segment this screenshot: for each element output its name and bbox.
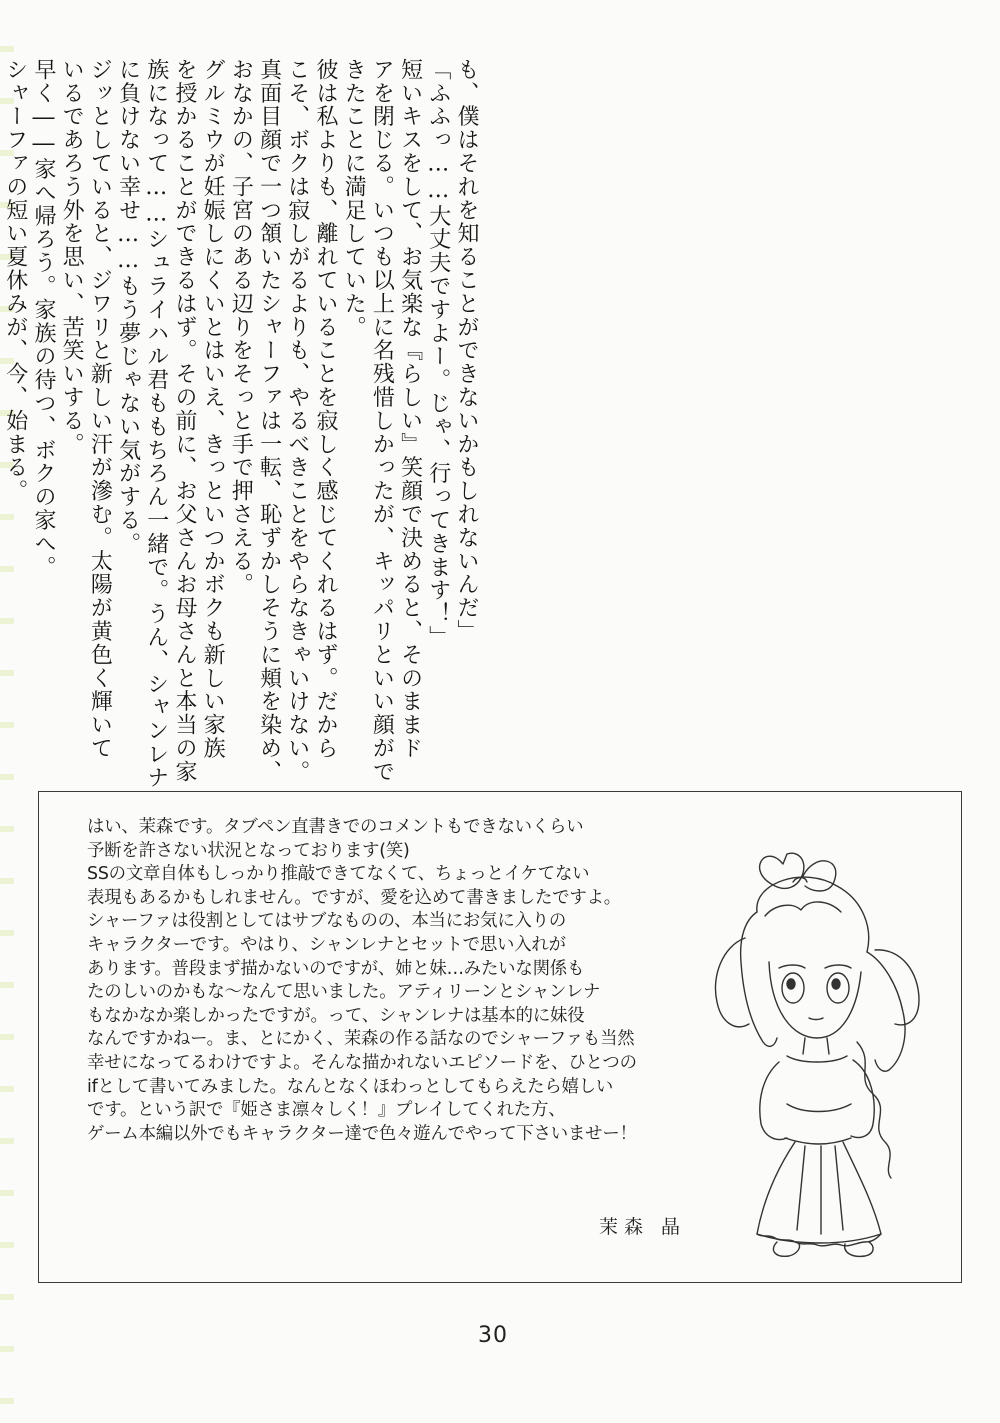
story-line: ジッとしていると、ジワリと新しい汗が滲む。太陽が黄色く輝いて — [87, 58, 113, 760]
story-line: 早く――家へ帰ろう。家族の待つ、ボクの家へ。 — [30, 58, 56, 579]
story-line: おなかの、子宮のある辺りをそっと手で押さえる。 — [228, 58, 254, 597]
story-line: に負けない幸せ……もう夢じゃない気がする。 — [115, 58, 141, 556]
comment-line: SSの文章自体もしっかり推敲できてなくて、ちょっとイケてない — [87, 864, 590, 885]
story-line: シャーファの短い夏休みが、今、始まる。 — [2, 58, 28, 503]
comment-line: なんですかねー。ま、とにかく、茉森の作る話なのでシャーファも当然 — [87, 1029, 635, 1050]
comment-line: ゲーム本編以外でもキャラクター達で色々遊んでやって下さいませー！ — [87, 1123, 637, 1144]
story-line: いるであろう外を思い、苦笑いする。 — [59, 58, 85, 456]
story-line: きたことに満足していた。 — [341, 58, 367, 339]
comment-line: ifとして書いてみました。なんとなくほわっとしてもらえたら嬉しい — [87, 1076, 614, 1097]
author-comment-text — [87, 816, 727, 1146]
story-line: グルミウが妊娠しにくいとはいえ、きっといつかボクも新しい家族 — [200, 58, 226, 760]
author-signature: 茉森 晶 — [599, 1216, 687, 1238]
comment-line: たのしいのかもな～なんて思いました。アティリーンとシャンレナ — [87, 982, 601, 1003]
comment-line: あります。普段まず描かないのですが、姉と妹…みたいな関係も — [87, 958, 585, 979]
story-line: 真面目顔で一つ頷いたシャーファは一転、恥ずかしそうに頬を染め、 — [256, 58, 282, 784]
comment-line: です。という訳で『姫さま凛々しく！』プレイしてくれた方、 — [87, 1100, 566, 1121]
author-comment-box — [38, 791, 962, 1283]
story-text-block — [1, 58, 480, 790]
chibi-character-sketch — [705, 842, 935, 1262]
comment-line: 表現もあるかもしれません。ですが、愛を込めて書きましたですよ。 — [87, 887, 621, 908]
comment-line: 予断を許さない状況となっております(笑) — [87, 840, 410, 861]
story-line: こそ、ボクは寂しがるよりも、やるべきことをやらなきゃいけない。 — [284, 58, 310, 784]
story-line: 族になって……シュライハル君ももちろん一緒で。うん、シャンレナ — [143, 58, 169, 790]
story-line: を授かることができるはず。その前に、お父さんお母さんと本当の家 — [171, 58, 197, 784]
comment-line: シャーファは役割としてはサブなものの、本当にお気に入りの — [87, 911, 567, 932]
story-line: 彼は私よりも、離れていることを寂しく感じてくれるはず。だから — [312, 58, 338, 760]
comment-line: もなかなか楽しかったですが。って、シャンレナは基本的に妹役 — [87, 1005, 585, 1026]
story-line: アを閉じる。いつも以上に名残惜しかったが、キッパリといい顔がで — [369, 58, 395, 784]
comment-line: 幸せになってるわけですよ。そんな描かれないエピソードを、ひとつの — [87, 1052, 637, 1073]
story-line: も、僕はそれを知ることができないかもしれないんだ」 — [454, 58, 479, 643]
comment-line: キャラクターです。やはり、シャンレナとセットで思い入れが — [87, 934, 566, 955]
story-line: 短いキスをして、お気楽な『らしい』笑顔で決めると、そのままド — [397, 58, 423, 760]
page-number: 30 — [478, 1323, 508, 1348]
comment-line: はい、茉森です。タブペン直書きでのコメントもできないくらい — [87, 817, 584, 837]
story-line: 「ふふっ……大丈夫ですよー。じゃ、行ってきます！」 — [425, 58, 451, 649]
